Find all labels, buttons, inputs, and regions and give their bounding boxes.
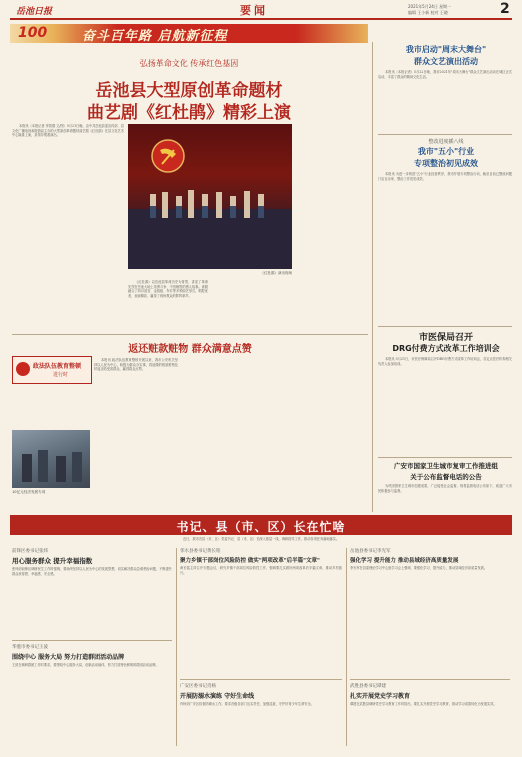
bottom-item-divider [12,640,172,641]
bottom-intro-column [12,537,510,546]
bottom-item-body: 黄长铭主持召开专题会议，研究乡镇干部岗位风险防控工作，强调要扎实做好两项改革后半篇文章，推动乡村振兴。 [180,566,342,575]
bottom-column-1 [12,548,172,748]
middle-photo-svg [12,430,90,488]
bottom-col-divider-2 [346,548,347,746]
story3-body: 本报讯 5月21日，市医疗保障局召开DRG付费方式改革工作培训会，各定点医疗机构相关负责人参加培训。 [378,357,512,366]
photo-caption: 《红杜鹃》演出现场 [260,271,292,275]
bottom-intro: 近日，我市各县（市、区）党委书记、县（市、区）长深入基层一线，调研指导工作，推动各项任务落地落实。 [182,537,340,541]
story2-divider [378,326,512,327]
lead-body: 《红杜鹃》以岳池县革命历史为背景，讲述了革命先烈在岳池大地上英勇斗争、不怕牺牲的感人故事。该剧融合了四川清音、金钱板、车灯等多种曲艺形式，唱腔优美，表演精彩，赢得了现场观众的阵阵掌声。 [128,280,208,298]
bottom-item-body: 肖杨到广安区检查防溺水工作，要求各级各部门压实责任，加强巡查，守护好青少年生命安全。 [180,701,314,706]
bottom-item-body: 李光军在县委理论学习中心组学习会上强调，要强化学习、提升能力，推动县域经济高质量发展。 [350,566,488,570]
middle-col-3 [276,358,368,510]
middle-body: 本报讯 政法队伍教育整顿开展以来，我市公安机关坚持以人民为中心，积极为群众办实事，将追缴的赃款赃物及时返还给受害群众，赢得群众点赞。 [94,358,178,372]
lead-body-column-3 [296,124,368,329]
section-title: 要闻 [240,4,268,17]
bottom-section-header [10,515,512,535]
story3-divider [378,457,512,458]
bottom-item-title: 强化学习 提升能力 推动县域经济高质量发展 [350,558,459,564]
bottom-kicker: 邻水县委书记黄长铭 [180,549,221,554]
education-sidebar [12,356,92,384]
centenary-logo-icon: 100 [18,25,48,41]
story3-title-line2: DRG付费方式改革工作培训会 [392,344,500,353]
story1-divider [378,134,512,135]
stage-photo [128,124,292,269]
right-col-divider [372,42,373,512]
bottom-item-title: 聚力乡镇干部岗位风险防控 做实"两项改革"后半篇"文章" [180,558,320,564]
lead-title-line1: 岳池县大型原创革命题材 [95,81,283,101]
story4-body-column [378,484,512,512]
story1-title-line2: 群众文艺演出活动 [414,57,478,66]
lead-body-column-1 [128,280,208,330]
page-number: 2 [500,1,510,17]
bottom-kicker: 武胜县委书记谭建 [350,683,386,689]
story2-body-column [378,172,512,324]
story3-title-line1: 市医保局召开 [418,333,473,343]
lead-divider [12,334,368,335]
editor-line: 编辑 王小新 校对 王晓 [408,10,448,15]
middle-col-1 [94,358,178,510]
date-line: 2021年5月24日 星期一 [408,4,452,9]
bottom-item-body: 王波在调研群团工作时要求，要围绕中心服务大局，创新活动载体，努力打造特色鲜明的群团活动品牌。 [12,662,159,667]
middle-photo [12,430,90,488]
bottom-kicker: 华蓥市委书记王波 [12,644,48,650]
story1-title-line1: 我市启动"周末大舞台" [405,45,487,54]
centenary-banner [10,24,368,43]
stage-photo-svg [128,124,292,269]
lead-intro: 本报讯（本报记者 李智德 文/图）5月21日晚，由中共岳池县委宣传部、县文化广播电视和旅游局主办的大型原创革命题材曲艺剧《红杜鹃》在县文化艺术中心隆重上演，县领导观看演出。 [12,124,124,138]
banner-text: 奋斗百年路 启航新征程 [82,29,228,44]
bottom-column-2 [180,548,342,748]
bottom-kicker: 前锋区委书记张炜 [12,549,48,554]
paper-name: 岳池日报 [16,7,53,17]
bottom-item-body: 谭建在武胜县调研党史学习教育工作时指出，要扎实开展党史学习教育，推动学习成果转化为发展实效。 [350,701,497,706]
bottom-kicker: 广安区委书记肖杨 [180,683,216,689]
sidebar-kicker: 政法队伍教育整顿 [33,363,82,370]
bottom-item-title: 围绕中心 服务大局 努力打造群团活动品牌 [12,653,125,661]
bottom-item-title: 开展防溺水演练 守好生命线 [180,692,255,700]
masthead-rule [10,18,512,20]
bottom-item-title: 扎实开展党史学习教育 [350,692,411,700]
story2-title-line1: 我市"五小"行业 [417,147,475,156]
story3-body-column [378,357,512,455]
lead-body-column-2 [212,280,292,330]
lead-title-line2: 曲艺剧《红杜鹃》精彩上演 [87,103,291,123]
story2-title-line2: 专项整治初见成效 [414,159,478,168]
bottom-col-divider-1 [176,548,177,746]
bottom-item-divider [180,679,342,680]
police-badge-icon [16,362,30,376]
bottom-header-text: 书记、县（市、区）长在忙啥 [176,520,346,534]
lead-intro-column [12,124,124,329]
story2-kicker: 整改进度插八线 [428,139,464,145]
story4-title-line2: 关于公布监督电话的公告 [410,473,482,481]
story1-body: 本报讯（本报记者）5月22日晚，我市2021年"周末大舞台"群众文艺演出活动在城区正式启动，丰富了群众的精神文化生活。 [378,70,512,79]
sidebar-sub: 进行时 [53,372,69,378]
middle-title: 返还赃款赃物 群众满意点赞 [128,344,252,355]
story1-body-column [378,70,512,132]
bottom-kicker: 岳池县委书记李光军 [350,549,391,554]
bottom-item-title: 用心服务群众 提升幸福指数 [12,557,93,565]
middle-col-left [12,386,90,428]
story2-body: 本报讯 为进一步规范"五小"行业经营秩序，我市开展专项整治行动，截至目前已整改问题门店百余家，整治工作初见成效。 [378,172,512,181]
story4-title-line1: 广安市国家卫生城市复审工作推进组 [394,462,498,470]
lead-kicker: 弘扬革命文化 传承红色基因 [139,59,239,68]
middle-col-2 [182,358,272,510]
sidebar-note: 10亿元经济发展专项 [12,490,46,494]
bottom-column-3 [350,548,510,748]
story4-body: 为巩固国家卫生城市创建成果，广泛接受社会监督，现将监督电话公布如下，欢迎广大市民积极参与监督。 [378,484,512,493]
bottom-item-body: 张炜到前锋区调研民生工作时强调，要始终坚持以人民为中心的发展思想，切实解决群众急难愁盼问题，不断提升群众获得感、幸福感、安全感。 [12,567,172,576]
bottom-item-divider [350,679,510,680]
